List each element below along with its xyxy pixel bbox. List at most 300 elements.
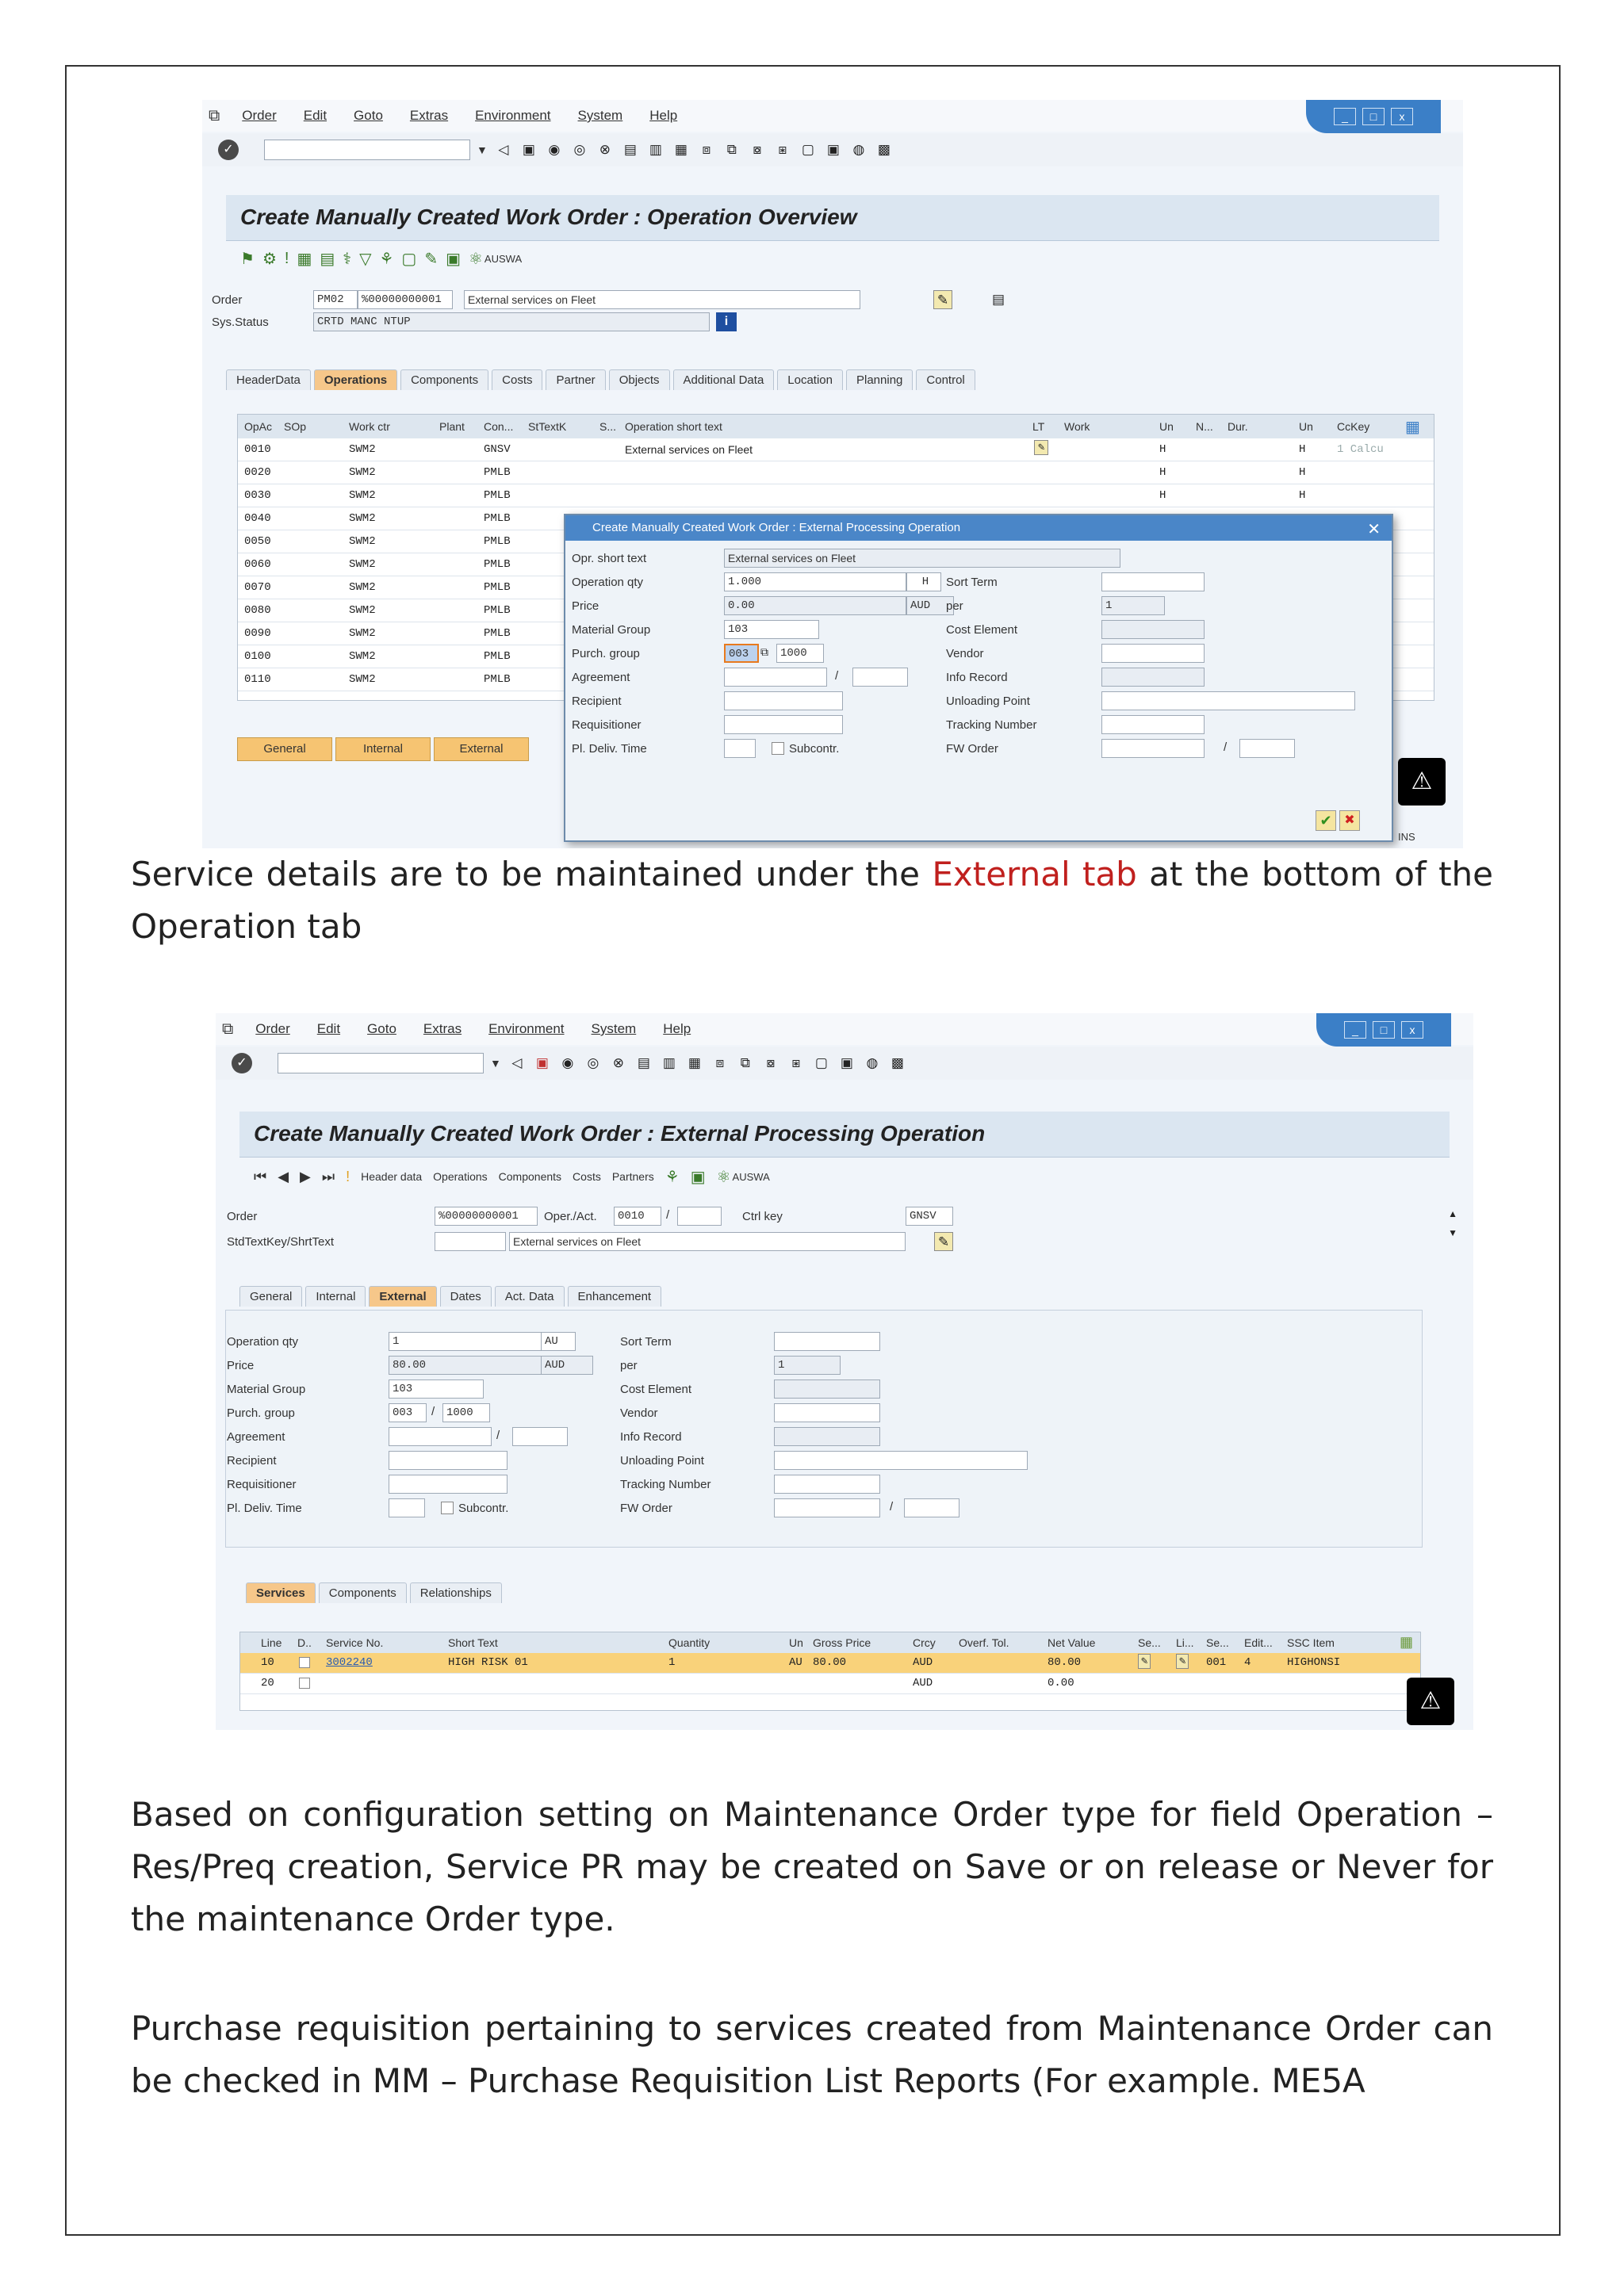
col-un2[interactable]: Un: [1299, 420, 1313, 433]
window-menu-icon-2[interactable]: ⧉: [222, 1020, 234, 1038]
tab-act-data[interactable]: Act. Data: [495, 1286, 565, 1307]
tab-general[interactable]: General: [239, 1286, 302, 1307]
window-menu-icon[interactable]: ⧉: [209, 106, 220, 124]
fw-order-field[interactable]: [1101, 739, 1205, 758]
caption-accent-external-tab: External tab: [932, 855, 1137, 894]
menu-extras[interactable]: Extras: [409, 108, 449, 123]
tab-operations[interactable]: Operations: [314, 369, 397, 390]
long-text-edit-icon-2[interactable]: ✎: [934, 1232, 953, 1251]
agreement-field-2[interactable]: [389, 1427, 492, 1446]
net-value-cell[interactable]: 0.00: [1048, 1677, 1074, 1689]
minimize-button[interactable]: _: [1334, 108, 1356, 125]
previous-record-icon[interactable]: ◀: [278, 1168, 289, 1184]
col-service-no[interactable]: Service No.: [326, 1636, 384, 1649]
auswa-label[interactable]: AUSWA: [484, 252, 523, 265]
agreement-item-field-2[interactable]: [512, 1427, 568, 1446]
service-row[interactable]: [240, 1653, 1420, 1674]
service-long-text-icon[interactable]: ✎: [1138, 1654, 1151, 1669]
save-icon[interactable]: ▣: [522, 142, 535, 157]
work-center-cell[interactable]: SWM2: [349, 627, 376, 640]
services-tabs: [246, 1582, 505, 1603]
service-line-cell[interactable]: 10: [261, 1656, 274, 1669]
ctrl-key-label: Ctrl key: [742, 1210, 783, 1223]
chevron-down-icon[interactable]: ▼: [477, 144, 488, 156]
tab-relationships[interactable]: Relationships: [410, 1582, 502, 1603]
service-unit-cell[interactable]: AU: [789, 1656, 802, 1669]
object-icon[interactable]: ⚙: [262, 250, 277, 268]
operation-number-cell[interactable]: 0030: [244, 489, 271, 502]
service-line-edit-icon[interactable]: ✎: [1176, 1654, 1189, 1669]
general-button[interactable]: General: [237, 737, 332, 761]
window-controls: [1306, 100, 1441, 133]
material-group-field[interactable]: 103: [724, 620, 819, 639]
services-table-header: [240, 1632, 1420, 1653]
order-label: Order: [212, 293, 243, 307]
vendor-label: Vendor: [946, 647, 984, 660]
control-key-cell[interactable]: PMLB: [484, 466, 511, 479]
sort-term-field[interactable]: [1101, 572, 1205, 591]
material-group-label-2: Material Group: [227, 1383, 306, 1396]
hierarchy-icon[interactable]: ⚕: [343, 250, 352, 268]
cancel-dialog-button[interactable]: ✖: [1339, 810, 1360, 831]
col-work[interactable]: Work: [1064, 420, 1090, 433]
next-page-icon[interactable]: ⧇: [753, 142, 762, 157]
operation-number-cell[interactable]: 0080: [244, 604, 271, 617]
last-page-icon[interactable]: ⧆: [778, 142, 787, 157]
fw-order-field-2[interactable]: [774, 1498, 880, 1517]
work-center-cell[interactable]: SWM2: [349, 489, 376, 502]
service-deletion-checkbox[interactable]: [299, 1678, 310, 1689]
control-key-cell[interactable]: PMLB: [484, 673, 511, 686]
col-plant[interactable]: Plant: [439, 420, 465, 433]
col-line[interactable]: Line: [261, 1636, 282, 1649]
info-icon[interactable]: !: [284, 249, 289, 267]
control-key-cell[interactable]: GNSV: [484, 443, 511, 456]
menu-edit-2[interactable]: Edit: [316, 1021, 341, 1036]
control-key-cell[interactable]: PMLB: [484, 650, 511, 663]
operation-number-cell[interactable]: 0060: [244, 558, 271, 571]
col-n[interactable]: N...: [1196, 420, 1213, 433]
operation-qty-field[interactable]: 1.000: [724, 572, 906, 591]
menu-edit[interactable]: Edit: [303, 108, 327, 123]
pl-deliv-time-field-2[interactable]: [389, 1498, 425, 1517]
list-icon[interactable]: ▤: [320, 250, 335, 268]
display-doc-icon[interactable]: ▤: [991, 292, 1005, 307]
control-key-cell[interactable]: PMLB: [484, 558, 511, 571]
screen-title-bar: [226, 195, 1439, 241]
table-icon[interactable]: ▦: [297, 250, 312, 268]
menu-order-2[interactable]: Order: [255, 1021, 290, 1036]
shortcut-icon[interactable]: ▣: [826, 142, 840, 157]
per-field: 1: [1101, 596, 1165, 615]
requisitioner-field[interactable]: [724, 715, 843, 734]
menu-help-2[interactable]: Help: [663, 1021, 691, 1036]
menu-help[interactable]: Help: [649, 108, 678, 123]
material-group-label: Material Group: [572, 623, 651, 637]
agreement-field[interactable]: [724, 668, 827, 687]
cancel-icon-2[interactable]: ⊗: [612, 1055, 624, 1070]
col-overf-tol[interactable]: Overf. Tol.: [959, 1636, 1009, 1649]
unloading-point-label-2: Unloading Point: [620, 1454, 704, 1468]
service-currency-cell[interactable]: AUD: [913, 1656, 933, 1669]
order-number-field[interactable]: %00000000001: [358, 290, 453, 309]
close-button-2[interactable]: x: [1401, 1021, 1423, 1039]
caption-text-post: at the bottom of the Operation tab: [131, 855, 1493, 946]
long-text-edit-icon[interactable]: ✎: [933, 290, 952, 309]
shortcut-icon-2[interactable]: ▣: [840, 1055, 853, 1070]
clipboard-icon[interactable]: ▣: [446, 250, 461, 268]
ctrl-key-field[interactable]: GNSV: [906, 1207, 953, 1226]
calc-key-cell[interactable]: 1 Calcu: [1337, 443, 1384, 456]
purch-group-field-2[interactable]: 003: [389, 1403, 427, 1422]
internal-button[interactable]: Internal: [335, 737, 431, 761]
control-key-cell[interactable]: PMLB: [484, 512, 511, 525]
application-toolbar: [226, 243, 1439, 274]
nav-costs[interactable]: Costs: [573, 1170, 601, 1183]
agreement-item-field[interactable]: [852, 668, 908, 687]
first-page-icon-2[interactable]: ⧈: [715, 1055, 725, 1070]
next-page-icon-2[interactable]: ⧇: [766, 1055, 776, 1070]
requisitioner-field-2[interactable]: [389, 1475, 508, 1494]
purch-group-label: Purch. group: [572, 647, 640, 660]
tab-services[interactable]: Services: [246, 1582, 316, 1603]
tracking-number-field[interactable]: [1101, 715, 1205, 734]
col-gross-price[interactable]: Gross Price: [813, 1636, 871, 1649]
operation-number-cell[interactable]: 0070: [244, 581, 271, 594]
print-icon[interactable]: ▤: [623, 142, 637, 157]
tab-control[interactable]: Control: [916, 369, 975, 390]
subcontr-checkbox-2[interactable]: [441, 1502, 454, 1514]
col-opac[interactable]: OpAc: [244, 420, 273, 433]
col-se2[interactable]: Se...: [1206, 1636, 1229, 1649]
work-center-cell[interactable]: SWM2: [349, 443, 376, 456]
sort-term-field-2[interactable]: [774, 1332, 880, 1351]
cancel-icon[interactable]: ⊗: [599, 142, 611, 157]
last-page-icon-2[interactable]: ⧆: [791, 1055, 801, 1070]
operation-number-cell[interactable]: 0050: [244, 535, 271, 548]
tab-planning[interactable]: Planning: [846, 369, 913, 390]
caption-text-pre: Service details are to be maintained under the: [131, 855, 933, 894]
duration-unit-cell[interactable]: H: [1299, 443, 1306, 456]
operation-unit-field-2[interactable]: AU: [541, 1332, 576, 1351]
duration-unit-cell[interactable]: H: [1299, 489, 1306, 502]
purch-org-field-2[interactable]: 1000: [442, 1403, 490, 1422]
nav-components[interactable]: Components: [498, 1170, 562, 1183]
back-icon-2[interactable]: ◉: [561, 1055, 574, 1070]
prev-page-icon-2[interactable]: ⧉: [740, 1055, 750, 1070]
layout-icon[interactable]: ▩: [877, 142, 891, 157]
service-deletion-checkbox[interactable]: [299, 1657, 310, 1668]
unloading-point-field-2[interactable]: [774, 1451, 1028, 1470]
exit-icon-2[interactable]: ◎: [587, 1055, 599, 1070]
back-arrow-icon[interactable]: ◁: [498, 142, 509, 157]
find-next-icon-2[interactable]: ▦: [688, 1055, 701, 1070]
col-controlkey[interactable]: Con...: [484, 420, 514, 433]
agreement-slash-2: /: [496, 1429, 500, 1442]
tab-enhancement[interactable]: Enhancement: [568, 1286, 662, 1307]
order-number-field-2[interactable]: %00000000001: [435, 1207, 538, 1226]
tab-partner[interactable]: Partner: [546, 369, 605, 390]
tab-headerdata[interactable]: HeaderData: [226, 369, 311, 390]
net-value-cell[interactable]: 80.00: [1048, 1656, 1082, 1669]
operation-row[interactable]: [238, 461, 1434, 484]
nav-header-data[interactable]: Header data: [361, 1170, 423, 1183]
operation-number-cell[interactable]: 0020: [244, 466, 271, 479]
work-unit-cell[interactable]: H: [1159, 443, 1166, 456]
col-net-value[interactable]: Net Value: [1048, 1636, 1096, 1649]
menu-system-2[interactable]: System: [591, 1021, 637, 1036]
oper-act-field[interactable]: 0010: [614, 1207, 661, 1226]
command-field-2[interactable]: [278, 1053, 484, 1073]
col-ssc-item[interactable]: SSC Item: [1287, 1636, 1335, 1649]
ins-indicator: INS: [1398, 831, 1415, 843]
auswa-icon[interactable]: ⚛: [468, 250, 483, 268]
price-label: Price: [572, 599, 599, 613]
menu-order[interactable]: Order: [242, 108, 277, 123]
command-field[interactable]: [264, 140, 470, 160]
requisitioner-label: Requisitioner: [572, 718, 642, 732]
nav-operations[interactable]: Operations: [433, 1170, 488, 1183]
recipient-field-2[interactable]: [389, 1451, 508, 1470]
subcontr-label: Subcontr.: [789, 742, 840, 756]
operation-row[interactable]: [238, 484, 1434, 507]
exit-icon[interactable]: ◎: [573, 142, 586, 157]
service-currency-cell[interactable]: AUD: [913, 1677, 933, 1689]
help-icon[interactable]: ◍: [852, 142, 865, 157]
first-record-icon[interactable]: ⏮: [254, 1168, 267, 1184]
network-icon[interactable]: ⚘: [379, 250, 394, 268]
col-d[interactable]: D..: [297, 1636, 312, 1649]
table-settings-icon[interactable]: ▦: [1405, 419, 1420, 436]
table-settings-icon-2[interactable]: ▦: [1400, 1634, 1414, 1650]
service-row[interactable]: [240, 1674, 1420, 1694]
operation-number-cell[interactable]: 0090: [244, 627, 271, 640]
info-icon-2[interactable]: !: [346, 1168, 350, 1184]
col-lt[interactable]: LT: [1032, 420, 1045, 433]
tab-dates[interactable]: Dates: [440, 1286, 492, 1307]
purch-org-field[interactable]: 1000: [776, 644, 824, 663]
work-center-cell[interactable]: SWM2: [349, 650, 376, 663]
edit-icon[interactable]: ✎: [424, 250, 439, 268]
last-record-icon[interactable]: ⏭: [321, 1168, 335, 1184]
control-key-cell[interactable]: PMLB: [484, 535, 511, 548]
col-edit[interactable]: Edit...: [1244, 1636, 1273, 1649]
pl-deliv-time-field[interactable]: [724, 739, 756, 758]
nav-partners[interactable]: Partners: [611, 1170, 654, 1183]
application-toolbar-2: [239, 1161, 1450, 1192]
maximize-button-2[interactable]: □: [1373, 1021, 1395, 1039]
operation-qty-field-2[interactable]: 1: [389, 1332, 563, 1351]
tab-costs[interactable]: Costs: [492, 369, 542, 390]
operation-number-cell[interactable]: 0010: [244, 443, 271, 456]
control-key-cell[interactable]: PMLB: [484, 604, 511, 617]
col-un-svc[interactable]: Un: [789, 1636, 803, 1649]
fw-order-item-field-2[interactable]: [904, 1498, 959, 1517]
col-se1[interactable]: Se...: [1138, 1636, 1161, 1649]
operation-qty-label-2: Operation qty: [227, 1335, 299, 1349]
long-text-icon[interactable]: ✎: [1034, 440, 1048, 455]
work-unit-cell[interactable]: H: [1159, 489, 1166, 502]
enter-check-icon[interactable]: ✓: [218, 140, 239, 160]
operation-short-text-cell[interactable]: External services on Fleet: [625, 443, 753, 456]
fw-order-label-2: FW Order: [620, 1502, 672, 1515]
doc-icon[interactable]: ▢: [401, 250, 417, 268]
short-text-field[interactable]: External services on Fleet: [509, 1232, 906, 1251]
col-li[interactable]: Li...: [1176, 1636, 1194, 1649]
menu-goto[interactable]: Goto: [354, 108, 383, 123]
back-arrow-icon-2[interactable]: ◁: [511, 1055, 523, 1070]
close-button[interactable]: x: [1391, 108, 1413, 125]
minimize-button-2[interactable]: _: [1344, 1021, 1366, 1039]
vendor-field[interactable]: [1101, 644, 1205, 663]
col-s[interactable]: S...: [599, 420, 617, 433]
stdtext-key-field[interactable]: [435, 1232, 506, 1251]
col-sop[interactable]: SOp: [284, 420, 307, 433]
dialog-close-icon[interactable]: ✕: [1367, 521, 1381, 538]
recipient-label: Recipient: [572, 695, 622, 708]
order-type-field[interactable]: PM02: [313, 290, 358, 309]
recipient-field[interactable]: [724, 691, 843, 710]
operation-detail-buttons: [237, 737, 529, 761]
tab-objects[interactable]: Objects: [609, 369, 670, 390]
flag-icon[interactable]: ⚑: [240, 250, 255, 268]
layout-icon-2[interactable]: ▩: [891, 1055, 904, 1070]
operation-row[interactable]: [238, 438, 1434, 461]
order-label-2: Order: [227, 1210, 258, 1223]
operation-unit-field[interactable]: H: [906, 572, 941, 591]
screenshot-operation-overview: [202, 100, 1463, 848]
ssc-item-cell[interactable]: HIGHONSI: [1287, 1656, 1341, 1669]
find-icon[interactable]: ▥: [649, 142, 662, 157]
work-center-cell[interactable]: SWM2: [349, 466, 376, 479]
col-un[interactable]: Un: [1159, 420, 1174, 433]
col-short-text[interactable]: Short Text: [448, 1636, 498, 1649]
services-table: [239, 1632, 1421, 1711]
fw-order-item-field[interactable]: [1239, 739, 1295, 758]
opr-short-text-label: Opr. short text: [572, 552, 647, 565]
tracking-number-field-2[interactable]: [774, 1475, 880, 1494]
sub-operation-field[interactable]: [677, 1207, 722, 1226]
work-center-cell[interactable]: SWM2: [349, 604, 376, 617]
tab-additional-data[interactable]: Additional Data: [673, 369, 775, 390]
clipboard-icon-2[interactable]: ▣: [690, 1168, 706, 1186]
unloading-point-field[interactable]: [1101, 691, 1355, 710]
scroll-up-icon[interactable]: ▲: [1448, 1208, 1457, 1219]
col-workctr[interactable]: Work ctr: [349, 420, 390, 433]
col-dur[interactable]: Dur.: [1228, 420, 1248, 433]
control-key-cell[interactable]: PMLB: [484, 581, 511, 594]
col-crcy[interactable]: Crcy: [913, 1636, 936, 1649]
menu-goto-2[interactable]: Goto: [367, 1021, 396, 1036]
prev-page-icon[interactable]: ⧉: [726, 142, 737, 157]
agreement-label-2: Agreement: [227, 1430, 285, 1444]
confirm-button[interactable]: ✔: [1316, 810, 1336, 831]
auswa-label-2[interactable]: AUSWA: [732, 1170, 770, 1183]
operation-number-cell[interactable]: 0040: [244, 512, 271, 525]
tab-components[interactable]: Components: [400, 369, 488, 390]
filter-icon[interactable]: ▽: [359, 250, 372, 268]
work-center-cell[interactable]: SWM2: [349, 673, 376, 686]
enter-check-icon-2[interactable]: ✓: [232, 1053, 252, 1073]
purch-group-field[interactable]: 003: [724, 644, 759, 663]
scroll-down-icon[interactable]: ▼: [1448, 1227, 1457, 1238]
next-record-icon[interactable]: ▶: [300, 1168, 311, 1184]
window-controls-2: [1316, 1013, 1451, 1047]
new-session-icon-2[interactable]: ▢: [814, 1055, 828, 1070]
subcontr-checkbox[interactable]: [772, 742, 784, 755]
screenshot-external-processing-operation: [216, 1013, 1473, 1730]
save-icon-2[interactable]: ▣: [535, 1055, 549, 1070]
work-center-cell[interactable]: SWM2: [349, 558, 376, 571]
operation-qty-label: Operation qty: [572, 576, 644, 589]
menu-extras-2[interactable]: Extras: [423, 1021, 462, 1036]
control-key-cell[interactable]: PMLB: [484, 627, 511, 640]
gross-price-cell[interactable]: 80.00: [813, 1656, 847, 1669]
material-group-field-2[interactable]: 103: [389, 1380, 484, 1399]
screen-title-2: Create Manually Created Work Order : External Processing Operation: [254, 1121, 986, 1146]
work-unit-cell[interactable]: H: [1159, 466, 1166, 479]
service-short-text-cell[interactable]: HIGH RISK 01: [448, 1656, 528, 1669]
dialog-title: Create Manually Created Work Order : External Processing Operation: [592, 521, 961, 534]
work-center-cell[interactable]: SWM2: [349, 581, 376, 594]
new-session-icon[interactable]: ▢: [801, 142, 814, 157]
work-center-cell[interactable]: SWM2: [349, 535, 376, 548]
external-button[interactable]: External: [434, 737, 529, 761]
find-icon-2[interactable]: ▥: [662, 1055, 676, 1070]
menu-system[interactable]: System: [577, 108, 623, 123]
service-line-cell[interactable]: 20: [261, 1677, 274, 1689]
price-field-2: 80.00: [389, 1356, 563, 1375]
find-next-icon[interactable]: ▦: [674, 142, 688, 157]
network-icon-2[interactable]: ⚘: [665, 1168, 680, 1186]
col-sttextk[interactable]: StTextK: [528, 420, 567, 433]
menu-bar: [202, 100, 1463, 132]
search-help-icon[interactable]: ⧉: [760, 645, 768, 658]
order-description-field[interactable]: External services on Fleet: [464, 290, 860, 309]
col-operation-short-text[interactable]: Operation short text: [625, 420, 722, 433]
operation-number-cell[interactable]: 0110: [244, 673, 271, 686]
col-quantity[interactable]: Quantity: [668, 1636, 710, 1649]
auswa-icon-2[interactable]: ⚛: [716, 1168, 731, 1186]
menu-environment-2[interactable]: Environment: [488, 1021, 565, 1036]
control-key-cell[interactable]: PMLB: [484, 489, 511, 502]
chevron-down-icon-2[interactable]: ▼: [490, 1057, 501, 1070]
maximize-button[interactable]: □: [1362, 108, 1385, 125]
vendor-field-2[interactable]: [774, 1403, 880, 1422]
sap-logo-icon-2: ⚠: [1407, 1678, 1454, 1725]
tab-internal[interactable]: Internal: [305, 1286, 366, 1307]
menu-environment[interactable]: Environment: [475, 108, 551, 123]
paragraph-purchase-requisition: Purchase requisition pertaining to services created from Maintenance Order can be checked in MM – Purchase Requisition List Reports (For example. ME5A: [131, 2009, 1493, 2100]
operation-number-cell[interactable]: 0100: [244, 650, 271, 663]
tab-location[interactable]: Location: [777, 369, 843, 390]
service-se-cell[interactable]: 001: [1206, 1656, 1227, 1669]
duration-unit-cell[interactable]: H: [1299, 466, 1306, 479]
col-cckey[interactable]: CcKey: [1337, 420, 1370, 433]
help-icon-2[interactable]: ◍: [866, 1055, 879, 1070]
cost-element-field-2: [774, 1380, 880, 1399]
first-page-icon[interactable]: ⧈: [702, 142, 711, 157]
service-edit-cell[interactable]: 4: [1244, 1656, 1251, 1669]
status-info-icon[interactable]: i: [716, 312, 737, 331]
print-icon-2[interactable]: ▤: [637, 1055, 650, 1070]
tab-external[interactable]: External: [369, 1286, 436, 1307]
service-quantity-cell[interactable]: 1: [668, 1656, 676, 1669]
service-number-cell[interactable]: 3002240: [326, 1656, 373, 1669]
work-center-cell[interactable]: SWM2: [349, 512, 376, 525]
tab-service-components[interactable]: Components: [319, 1582, 407, 1603]
back-icon[interactable]: ◉: [548, 142, 561, 157]
